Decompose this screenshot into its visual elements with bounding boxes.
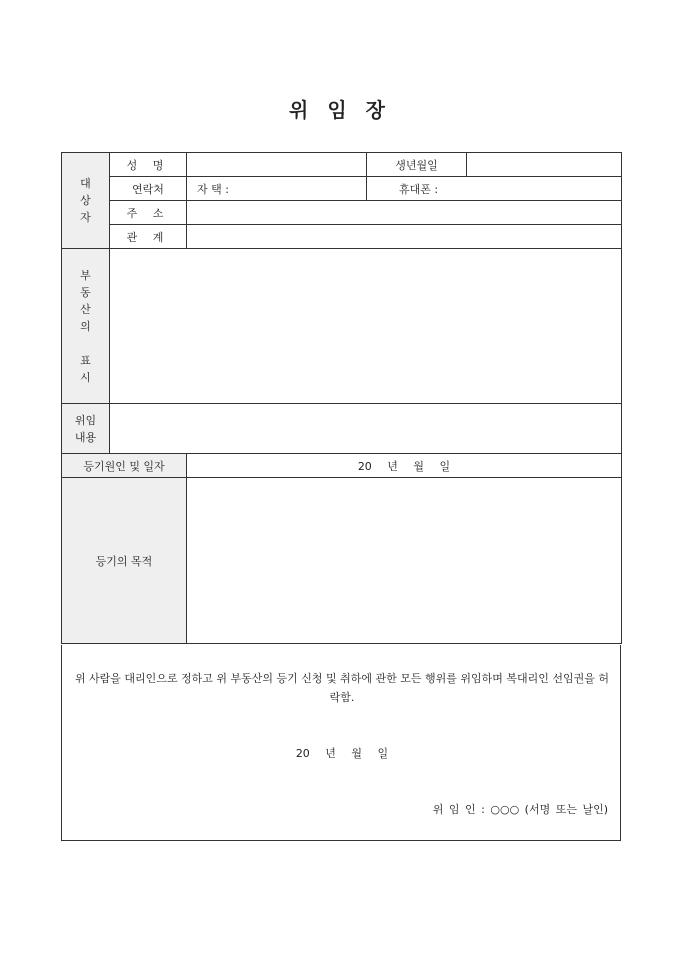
name-label: 성 명 (110, 153, 187, 177)
address-field[interactable] (187, 201, 622, 225)
property-label (62, 249, 110, 404)
registration-purpose-label: 등기의 목적 (62, 478, 187, 644)
statement-date: 20 년 월 일 (295, 747, 389, 760)
birth-label: 생년월일 (367, 153, 467, 177)
registration-purpose-field[interactable] (187, 478, 622, 644)
registration-cause-label: 등기원인 및 일자 (62, 454, 187, 478)
property-label-text: 부 동 산 의 표 시 (80, 268, 91, 384)
registration-date-field[interactable]: 20 년 월 일 (187, 454, 622, 478)
delegation-form-table (61, 152, 622, 644)
birth-field[interactable] (467, 153, 622, 177)
property-field[interactable] (110, 249, 622, 404)
name-field[interactable] (187, 153, 367, 177)
home-phone-label: 자 택 : (197, 182, 229, 196)
subject-group-text: 대 상 자 (80, 177, 91, 224)
statement-box (61, 645, 621, 841)
statement-text: 위 사람을 대리인으로 정하고 위 부동산의 등기 신청 및 취하에 관한 모든 행위를 위임하며 복대리인 선임권을 허락함. (74, 672, 610, 704)
contact-label: 연락처 (110, 177, 187, 201)
mobile-phone-field[interactable] (367, 177, 622, 201)
signer-line: 위 임 인 : ○○○ (서명 또는 날인) (432, 803, 608, 816)
mobile-phone-label: 휴대폰 : (399, 182, 439, 196)
delegation-label (62, 404, 110, 454)
subject-group-label (62, 153, 110, 249)
document-title: 위 임 장 (289, 98, 391, 122)
relation-field[interactable] (187, 225, 622, 249)
relation-label: 관 계 (110, 225, 187, 249)
address-label: 주 소 (110, 201, 187, 225)
delegation-field[interactable] (110, 404, 622, 454)
home-phone-field[interactable] (187, 177, 367, 201)
delegation-label-text: 위임 내용 (74, 413, 97, 444)
